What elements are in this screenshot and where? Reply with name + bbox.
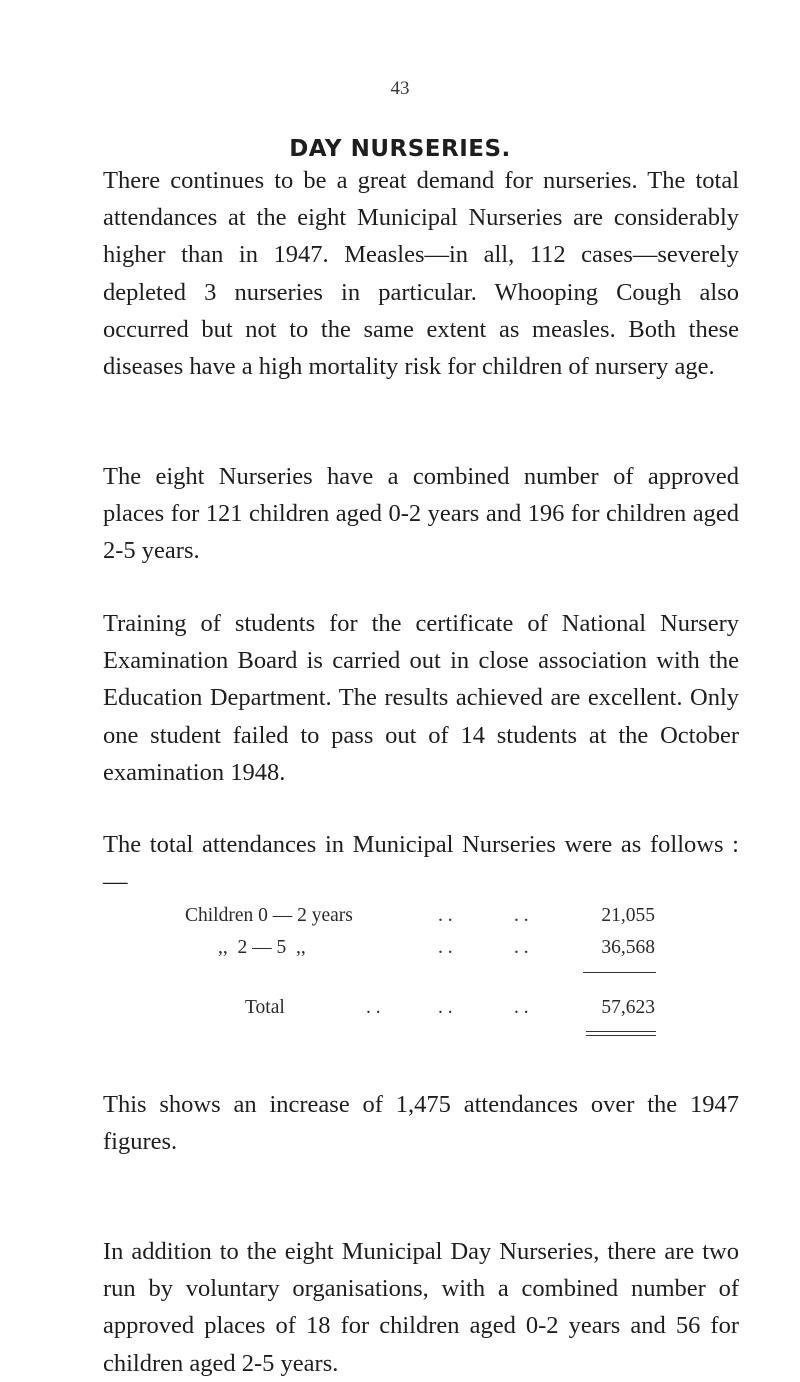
- table-total-label: Total: [245, 997, 285, 1018]
- sum-rule: [583, 972, 656, 973]
- table-row-label: ,, 2 — 5 ,,: [218, 937, 306, 958]
- table-leader-dots: . .: [514, 937, 529, 958]
- table-total-value: 57,623: [601, 997, 655, 1018]
- table-row-value: 21,055: [601, 905, 655, 926]
- table-leader-dots: . .: [438, 937, 453, 958]
- paragraph-increase: This shows an increase of 1,475 attendances over the 1947 figures.: [103, 1091, 739, 1156]
- table-row-label: Children 0 — 2 years: [185, 905, 353, 926]
- table-leader-dots: . .: [514, 905, 529, 926]
- total-double-rule: [586, 1035, 656, 1036]
- table-leader-dots: . .: [438, 905, 453, 926]
- section-heading: DAY NURSERIES.: [289, 136, 511, 162]
- table-leader-dots: . .: [514, 997, 529, 1018]
- paragraph-approved-places: The eight Nurseries have a combined number of approved places for 121 children aged 0-2 years and 196 for children aged 2-5 years.: [103, 463, 739, 565]
- paragraph-voluntary-nurseries: In addition to the eight Municipal Day Nurseries, there are two run by voluntary organisations, with a combined number of approved places of 18 for children aged 0-2 years and 56 for children aged 2-5 years.: [103, 1238, 739, 1377]
- table-row-value: 36,568: [601, 937, 655, 958]
- paragraph-training: Training of students for the certificate of National Nursery Examination Board is carried out in close association with the Education Department. The results achieved are excellent. Only one student failed to pass out of 14 students at the October examination 1948.: [103, 610, 739, 786]
- page-number: 43: [390, 78, 410, 99]
- paragraph-demand: There continues to be a great demand for nurseries. The total attendances at the eight Municipal Nurseries are considerably higher than in 1947. Measles—in all, 112 cases—severely depleted 3 nurseries in particular. Whooping Cough also occurred but not to the same extent as measles. Both these diseases have a high mortality risk for children of nursery age.: [103, 167, 739, 381]
- paragraph-attendances-intro: The total attendances in Municipal Nurseries were as follows :—: [103, 831, 739, 896]
- total-double-rule: [586, 1031, 656, 1032]
- table-leader-dots: . .: [438, 997, 453, 1018]
- table-leader-dots: . .: [366, 997, 381, 1018]
